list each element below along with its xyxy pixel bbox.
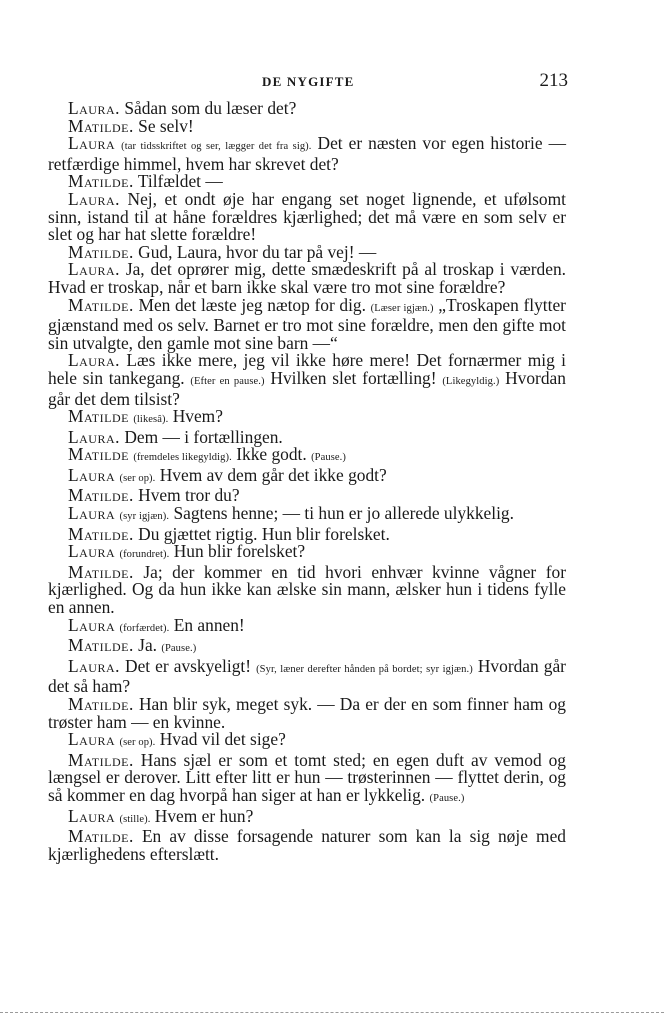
speech: Sagtens henne; — ti hun er jo allerede ulykkelig. bbox=[173, 503, 514, 524]
dialogue-line bbox=[48, 561, 566, 618]
dialogue-line bbox=[48, 805, 566, 829]
dialogue-line bbox=[48, 614, 566, 638]
stage-direction: (Pause.) bbox=[311, 452, 346, 464]
stage-direction: (ser op). bbox=[119, 472, 156, 484]
speaker-name: Laura. bbox=[68, 426, 120, 447]
speaker-name: Matilde. bbox=[68, 694, 134, 714]
speaker-name: Matilde. bbox=[68, 485, 134, 506]
speaker-name: Laura. bbox=[68, 655, 120, 676]
speaker-name: Matilde. bbox=[68, 635, 134, 656]
dialogue-line bbox=[48, 261, 566, 296]
speaker-name: Matilde. bbox=[68, 749, 134, 770]
stage-direction: (Likegyldig.) bbox=[442, 375, 500, 387]
page-bottom-edge bbox=[0, 1012, 664, 1013]
dialogue-line bbox=[48, 655, 566, 697]
dialogue-line bbox=[48, 188, 566, 245]
speech: Men det læste jeg nætop for dig. bbox=[138, 294, 366, 315]
speaker-name: Laura bbox=[68, 805, 116, 826]
stage-direction: (likesâ). bbox=[133, 414, 169, 426]
speech: Hvem tror du? bbox=[138, 485, 240, 506]
speech: Hvordan går det dem tilsist? bbox=[48, 367, 566, 409]
speech: „Troskapen flytter gjænstand med os selv. Barnet er tro mot sine forældre, men den gifte mot sin utvalgte, den gamle mot sine barn —“ bbox=[48, 294, 566, 353]
speech: Hun blir forelsket? bbox=[173, 541, 306, 562]
dialogue-line bbox=[48, 828, 566, 863]
speaker-name: Matilde. bbox=[68, 561, 134, 582]
speaker-name: Matilde bbox=[68, 444, 129, 465]
stage-direction: (tar tidsskriftet og ser, lægger det fra sig). bbox=[121, 141, 312, 153]
dialogue-line bbox=[48, 637, 566, 658]
dialogue-line bbox=[48, 408, 566, 429]
dialogue-line bbox=[48, 696, 566, 731]
speaker-name: Laura bbox=[68, 133, 116, 154]
dialogue-text bbox=[48, 100, 566, 863]
speech: Ja; der kommer en tid hvori enhvær kvinne vågner for kjærlighed. Og da hun ikke kan ælske sin mann, ælsker hun i tidens fylle en annen. bbox=[48, 561, 566, 618]
speech: Dem — i fortællingen. bbox=[124, 426, 283, 447]
running-title: DE NYGIFTE bbox=[262, 74, 355, 89]
stage-direction: (forundret). bbox=[119, 549, 170, 561]
dialogue-line bbox=[48, 135, 566, 173]
speech: Ja. bbox=[138, 635, 158, 656]
speech: Hvad vil det sige? bbox=[159, 729, 286, 750]
stage-direction: (stille). bbox=[119, 813, 151, 825]
speech: Sådan som du læser det? bbox=[124, 98, 297, 118]
speech: Ikke godt. bbox=[236, 444, 307, 465]
stage-direction: (ser op). bbox=[119, 737, 156, 749]
speech: Han blir syk, meget syk. — Da er der en som finner ham og trøster ham — en kvinne. bbox=[48, 694, 566, 732]
speaker-name: Matilde. bbox=[68, 171, 134, 192]
speaker-name: Matilde. bbox=[68, 294, 134, 315]
speech: En av disse forsagende naturer som kan la sig nøje med kjærlighedens efterslætt. bbox=[48, 826, 566, 864]
page-header bbox=[48, 70, 568, 94]
dialogue-line bbox=[48, 446, 566, 467]
speech: Hans sjæl er som et tomt sted; en egen duft av vemod og længsel er derover. Litt efter litt er hun — trøsterinnen — flyttet derin, og så kommer en dag hvorpå han siger at han er lykkelig. bbox=[48, 749, 566, 805]
speech: Hvilken slet fortælling! bbox=[270, 367, 437, 388]
stage-direction: (Pause.) bbox=[161, 643, 197, 655]
speaker-name: Laura. bbox=[68, 350, 120, 371]
speaker-name: Laura bbox=[68, 541, 116, 562]
speech: Nej, et ondt øje har engang set noget lignende, et ufølsomt sinn, istand til at håne forældres kjærlighed; det må være en som selv er slet og har hat slette forældre! bbox=[48, 188, 566, 245]
speaker-name: Laura bbox=[68, 464, 116, 485]
speech: Du gjættet rigtig. Hun blir forelsket. bbox=[138, 523, 390, 544]
speaker-name: Laura bbox=[68, 729, 116, 750]
dialogue-line bbox=[48, 543, 566, 564]
page-number: 213 bbox=[539, 70, 568, 91]
speech: En annen! bbox=[173, 614, 245, 635]
speech: Hvordan går det så ham? bbox=[48, 655, 566, 697]
speech: Hvem? bbox=[172, 406, 223, 427]
speaker-name: Laura. bbox=[68, 188, 120, 209]
speaker-name: Matilde. bbox=[68, 826, 134, 847]
speech: Hvem er hun? bbox=[154, 805, 254, 826]
speech: Hvem av dem går det ikke godt? bbox=[159, 464, 387, 485]
speech: Se selv! bbox=[138, 115, 194, 136]
speaker-name: Laura bbox=[68, 614, 116, 635]
speech: Gud, Laura, hvor du tar på vej! — bbox=[138, 241, 377, 262]
speech: Tilfældet — bbox=[137, 171, 223, 192]
stage-direction: (Læser igjæn.) bbox=[370, 302, 434, 314]
stage-direction: (Pause.) bbox=[429, 792, 465, 804]
speaker-name: Matilde. bbox=[68, 523, 134, 544]
speaker-name: Matilde. bbox=[68, 241, 134, 262]
speaker-name: Laura. bbox=[68, 259, 120, 280]
stage-direction: (forfærdet). bbox=[119, 622, 170, 634]
stage-direction: (Efter en pause.) bbox=[190, 375, 265, 387]
dialogue-line bbox=[48, 505, 566, 526]
speech: Det er avskyeligt! bbox=[125, 655, 252, 676]
stage-direction: (syr igjæn). bbox=[119, 511, 170, 523]
dialogue-line bbox=[48, 294, 566, 353]
dialogue-line bbox=[48, 464, 566, 488]
speaker-name: Matilde. bbox=[68, 115, 134, 136]
speaker-name: Matilde bbox=[68, 406, 129, 427]
dialogue-line bbox=[48, 523, 566, 544]
stage-direction: (fremdeles likegyldig). bbox=[133, 452, 232, 464]
speaker-name: Laura bbox=[68, 503, 116, 524]
speech: Læs ikke mere, jeg vil ikke høre mere! Det fornærmer mig i hele sin tankegang. bbox=[48, 350, 566, 388]
dialogue-line bbox=[48, 749, 566, 808]
speaker-name: Laura. bbox=[68, 98, 120, 118]
speech: Det er næsten vor egen historie — retfærdige himmel, hvem har skrevet det? bbox=[48, 133, 566, 174]
stage-direction: (Syr, læner derefter hånden på bordet; syr igjæn.) bbox=[256, 663, 473, 675]
dialogue-line bbox=[48, 352, 566, 408]
speech: Ja, det oprører mig, dette smædeskrift på al troskap i værden. Hvad er troskap, når et barn ikke skal være tro mot sine forældre? bbox=[48, 259, 566, 297]
dialogue-line bbox=[48, 731, 566, 752]
